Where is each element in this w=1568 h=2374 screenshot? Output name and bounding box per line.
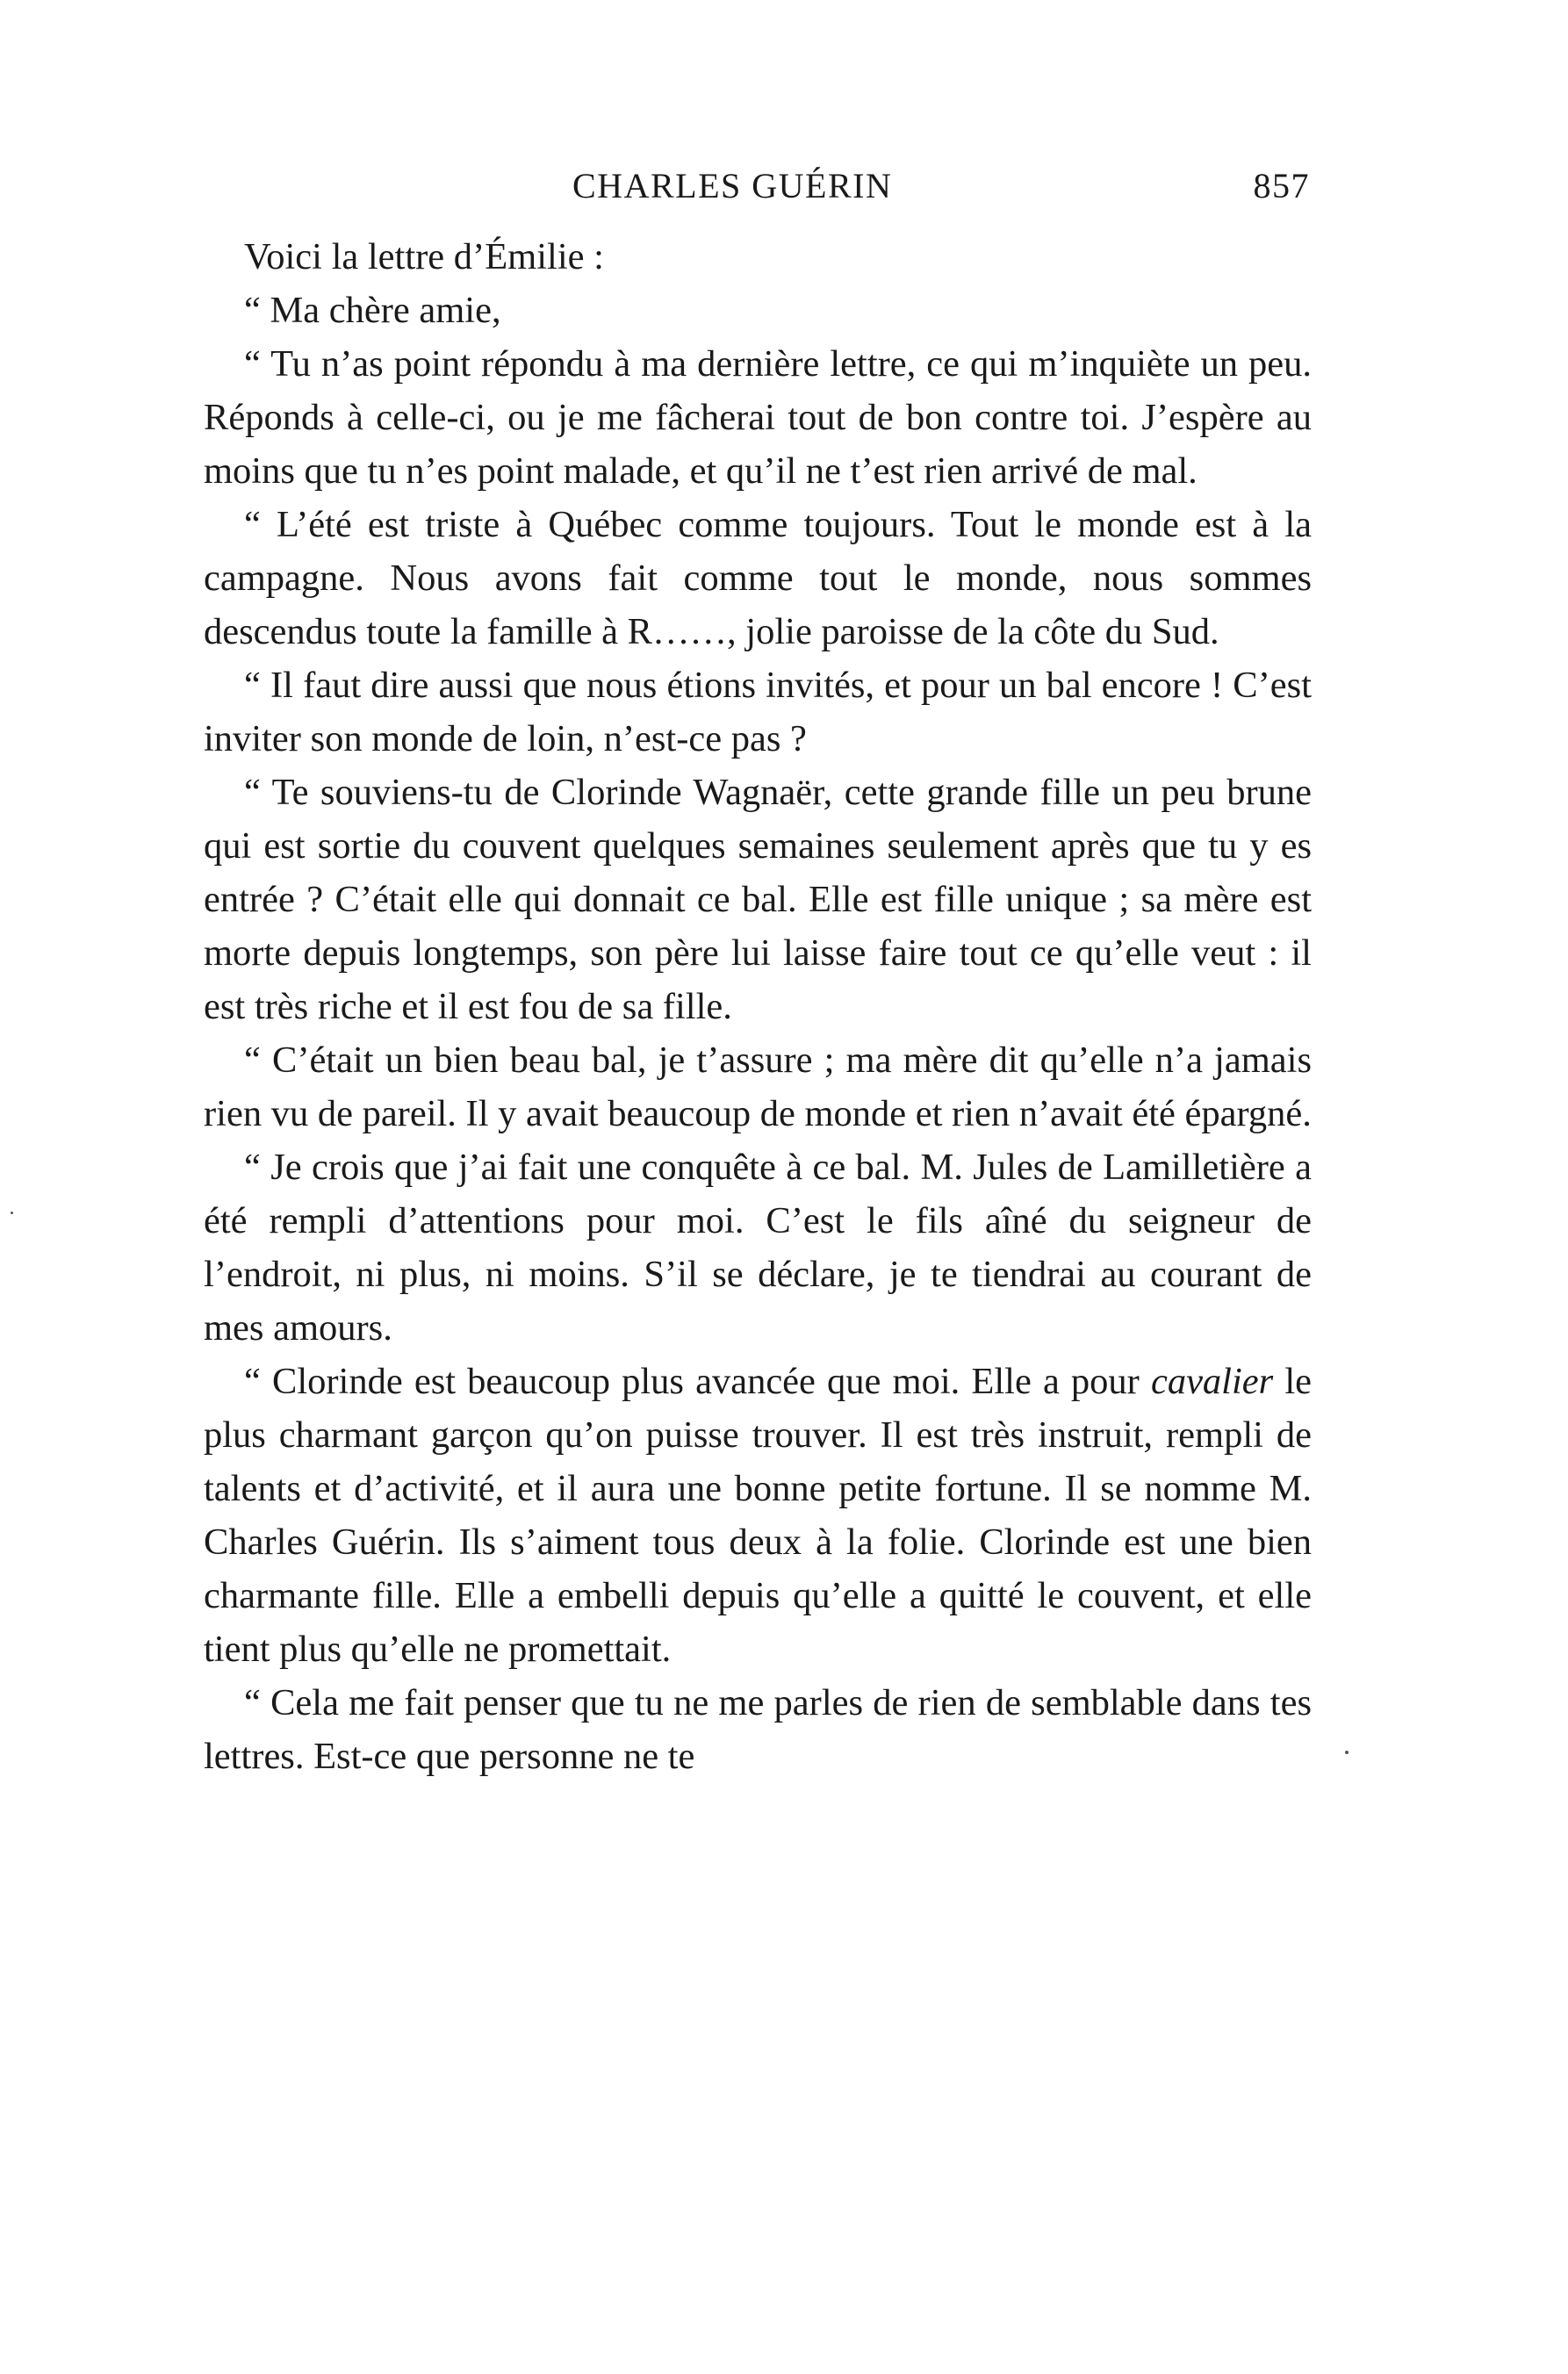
- paragraph-3: “ Il faut dire aussi que nous étions invités, et pour un bal encore ! C’est inviter son monde de loin, n’est-ce pas ?: [204, 665, 1312, 759]
- margin-speck: [11, 1212, 13, 1214]
- paragraph-7-end: le plus charmant garçon qu’on puisse trouver. Il est très instruit, rempli de talents et d’activité, et il aura une bonne petite fortune. Il se nomme M. Charles Guérin. Ils s’aiment tous deux à la folie. Clorinde est une bien charmante fille. Elle a embelli depuis qu’elle a quitté le couvent, et elle tient plus qu’elle ne promettait.: [204, 1361, 1312, 1670]
- paragraph-5: “ C’était un bien beau bal, je t’assure ; ma mère dit qu’elle n’a jamais rien vu de pareil. Il y avait beaucoup de monde et rien n’avait été épargné.: [204, 1040, 1312, 1134]
- body-text: [204, 230, 1312, 1783]
- paragraph-6: “ Je crois que j’ai fait une conquête à ce bal. M. Jules de Lamilletière a été rempli d’attentions pour moi. C’est le fils aîné du seigneur de l’endroit, ni plus, ni moins. S’il se déclare, je te tiendrai au courant de mes amours.: [204, 1147, 1312, 1349]
- italic-word: cavalier: [1150, 1361, 1274, 1402]
- running-title: CHARLES GUÉRIN: [572, 166, 893, 205]
- paragraph-1: “ Tu n’as point répondu à ma dernière lettre, ce qui m’inquiète un peu. Réponds à celle-ci, ou je me fâcherai tout de bon contre toi. J’espère au moins que tu n’es point malade, et qu’il ne t’est rien arrivé de mal.: [204, 343, 1312, 492]
- intro-line: Voici la lettre d’Émilie :: [244, 236, 604, 277]
- running-head: [204, 165, 1310, 218]
- paragraph-7: [204, 1355, 1312, 1676]
- paragraph-4: “ Te souviens-tu de Clorinde Wagnaër, cette grande fille un peu brune qui est sortie du couvent quelques semaines seulement après que tu y es entrée ? C’était elle qui donnait ce bal. Elle est fille unique ; sa mère est morte depuis longtemps, son père lui laisse faire tout ce qu’elle veut : il est très riche et il est fou de sa fille.: [204, 772, 1312, 1027]
- letter-salutation: “ Ma chère amie,: [244, 290, 501, 331]
- paragraph-2: “ L’été est triste à Québec comme toujours. Tout le monde est à la campagne. Nous avons fait comme tout le monde, nous sommes descendus toute la famille à R……, jolie paroisse de la côte du Sud.: [204, 504, 1312, 652]
- page-number: 857: [1253, 166, 1310, 205]
- margin-speck: [1345, 1751, 1349, 1754]
- paragraph-7-start: “ Clorinde est beaucoup plus avancée que moi. Elle a pour: [244, 1361, 1151, 1402]
- paragraph-8: “ Cela me fait penser que tu ne me parles de rien de semblable dans tes lettres. Est-ce que personne ne te: [204, 1682, 1312, 1777]
